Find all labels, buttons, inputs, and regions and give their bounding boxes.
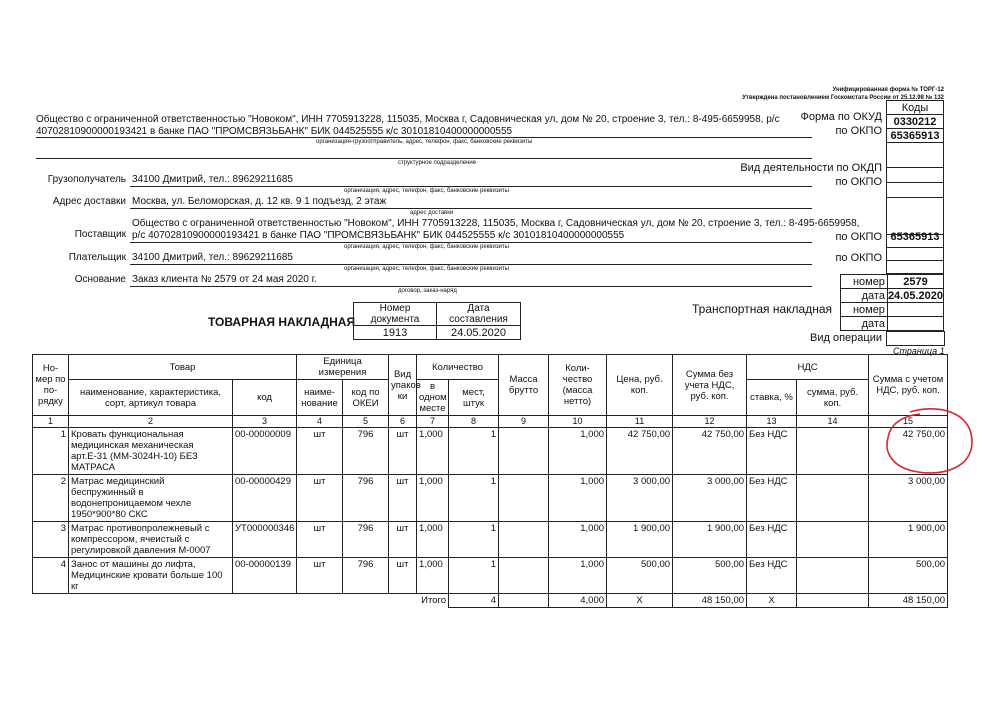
row-vat [797, 522, 869, 558]
col-number: 5 [343, 416, 389, 428]
basis-caption: договор, заказ-наряд [398, 288, 457, 294]
form-header-line1: Унифицированная форма № ТОРГ-12 [832, 87, 944, 93]
basis-underline [130, 286, 812, 287]
row-n: 4 [33, 558, 69, 594]
row-code: 00-00000009 [233, 428, 297, 475]
subdivision-underline [36, 158, 812, 159]
data2-label: дата [841, 317, 888, 331]
totals-label: Итого [417, 594, 449, 608]
totals-rate: Х [747, 594, 797, 608]
form-header-line2: Утверждена постановлением Госкомстата России от 25.12.98 № 132 [742, 95, 944, 101]
h-unit-okei: код по ОКЕИ [343, 380, 389, 416]
row-sum: 500,00 [673, 558, 747, 594]
okud-value: 0330212 [887, 115, 944, 129]
delivery-value: Москва, ул. Беломорская, д. 12 кв. 9 1 подъезд, 2 этаж [132, 196, 387, 207]
totals-total: 48 150,00 [869, 594, 948, 608]
row-name: Кровать функциональная медицинская механическая арт.Е-31 (ММ-3024Н-10) БЕЗ МАТРАСА [69, 428, 233, 475]
col-number: 7 [417, 416, 449, 428]
h-vat-rate: ставка, % [747, 380, 797, 416]
h-unit-name: наиме-нование [297, 380, 343, 416]
delivery-caption: адрес доставки [410, 210, 454, 216]
payer-underline [130, 264, 812, 265]
row-qty: 1,000 [549, 522, 607, 558]
row-price: 3 000,00 [607, 475, 673, 522]
row-mass [499, 522, 549, 558]
column-numbers-row [33, 416, 948, 428]
consignor-line2: 40702810900000193421 в банке ПАО "ПРОМСВЯЗЬБАНК" БИК 044525555 к/с 30101810400000000555 [36, 126, 513, 137]
payer-value: 34100 Дмитрий, тел.: 89629211685 [132, 252, 293, 263]
supplier-line1: Общество с ограниченной ответственностью "Новоком", ИНН 7705913228, 115035, Москва г, Садовническая ул, дом № 20, строение 3, тел.: 8-495-6659958, [132, 218, 860, 229]
row-one: 1,000 [417, 522, 449, 558]
h-pack: Вид упаков ки [389, 355, 417, 416]
subdivision-caption: структурное подразделение [398, 160, 477, 166]
h-sum-novat: Сумма без учета НДС, руб. коп. [673, 355, 747, 416]
doc-date-header: Дата составления [437, 303, 521, 326]
nomer-label: номер [841, 275, 888, 289]
col-number: 11 [607, 416, 673, 428]
supplier-caption: организация, адрес, телефон, факс, банковские реквизиты [344, 244, 509, 250]
col-number: 15 [869, 416, 948, 428]
table-row [33, 558, 948, 594]
consignor-caption: организация-грузоотправитель, адрес, телефон, факс, банковские реквизиты [316, 139, 533, 145]
row-name: Матрас медицинский беспружинный в водонепроницаемом чехле 1950*900*80 СКС [69, 475, 233, 522]
vid-oper-value [886, 331, 945, 346]
row-pack: шт [389, 558, 417, 594]
h-unit: Единица измерения [297, 355, 389, 380]
row-code: УТ000000346 [233, 522, 297, 558]
col-number: 1 [33, 416, 69, 428]
col-number: 4 [297, 416, 343, 428]
page-label: Страница 1 [893, 346, 945, 356]
row-total: 500,00 [869, 558, 948, 594]
row-pack: шт [389, 522, 417, 558]
row-total: 1 900,00 [869, 522, 948, 558]
totals-price: Х [607, 594, 673, 608]
h-no: Но-мер по по-рядку [33, 355, 69, 416]
nomer-value: 2579 [887, 275, 943, 289]
okud-label: Форма по ОКУД [800, 111, 882, 123]
row-unit: шт [297, 428, 343, 475]
row-rate: Без НДС [747, 428, 797, 475]
col-number: 2 [69, 416, 233, 428]
doc-number-box [353, 302, 521, 340]
row-name: Матрас противопролежневый с компрессором, ячеистый с регулировкой давления М-0007 [69, 522, 233, 558]
delivery-label: Адрес доставки [52, 196, 126, 207]
h-vat-sum: сумма, руб. коп. [797, 380, 869, 416]
row-sum: 1 900,00 [673, 522, 747, 558]
h-mass: Масса брутто [499, 355, 549, 416]
row-rate: Без НДС [747, 522, 797, 558]
row-total: 42 750,00 [869, 428, 948, 475]
okpo3-value: 65365913 [890, 231, 940, 243]
consignor-line1: Общество с ограниченной ответственностью "Новоком", ИНН 7705913228, 115035, Москва г, Садовническая ул, дом № 20, строение 3, тел.: 8-495-6659958, р/с [36, 114, 780, 125]
basis-codes [840, 274, 944, 331]
row-rate: Без НДС [747, 475, 797, 522]
row-places: 1 [449, 522, 499, 558]
codes-title: Коды [887, 101, 944, 115]
consignee-caption: организация, адрес, телефон, факс, банковские реквизиты [344, 188, 509, 194]
row-unit: шт [297, 558, 343, 594]
annotation-ellipse [880, 404, 980, 480]
row-mass [499, 475, 549, 522]
table-row [33, 475, 948, 522]
row-price: 42 750,00 [607, 428, 673, 475]
doc-num-value: 1913 [354, 326, 437, 340]
col-number: 8 [449, 416, 499, 428]
consignee-underline [130, 186, 812, 187]
h-qty-one: в одном месте [417, 380, 449, 416]
okpo-label: по ОКПО [835, 125, 882, 137]
totals-row [33, 594, 948, 608]
row-n: 3 [33, 522, 69, 558]
supplier-value [132, 218, 860, 242]
row-price: 500,00 [607, 558, 673, 594]
okpo4-label: по ОКПО [835, 252, 882, 264]
consignee-value: 34100 Дмитрий, тел.: 89629211685 [132, 174, 293, 185]
basis-value: Заказ клиента № 2579 от 24 мая 2020 г. [132, 274, 317, 285]
table-row [33, 428, 948, 475]
okpo2-label: по ОКПО [835, 176, 882, 188]
data-value: 24.05.2020 [887, 289, 943, 302]
col-number: 6 [389, 416, 417, 428]
consignor-underline [36, 137, 812, 138]
row-price: 1 900,00 [607, 522, 673, 558]
row-mass [499, 428, 549, 475]
row-qty: 1,000 [549, 558, 607, 594]
h-price: Цена, руб. коп. [607, 355, 673, 416]
h-vat: НДС [747, 355, 869, 380]
row-one: 1,000 [417, 475, 449, 522]
row-sum: 42 750,00 [673, 428, 747, 475]
doc-title: ТОВАРНАЯ НАКЛАДНАЯ [208, 315, 356, 329]
row-name: Занос от машины до лифта, Медицинские кровати больше 100 кг [69, 558, 233, 594]
h-goods-name: наименование, характеристика, сорт, артикул товара [69, 380, 233, 416]
doc-num-header: Номер документа [354, 303, 437, 326]
supplier-line2: р/с 40702810900000193421 в банке ПАО "ПРОМСВЯЗЬБАНК" БИК 044525555 к/с 30101810400000000555 [132, 230, 625, 241]
row-vat [797, 558, 869, 594]
row-sum: 3 000,00 [673, 475, 747, 522]
col-number: 3 [233, 416, 297, 428]
row-vat [797, 475, 869, 522]
h-qty-places: мест, штук [449, 380, 499, 416]
row-total: 3 000,00 [869, 475, 948, 522]
okdp-label: Вид деятельности по ОКДП [740, 162, 882, 174]
okpo-value: 65365913 [887, 129, 944, 143]
data-label: дата [841, 289, 888, 303]
codes-column [886, 100, 944, 274]
row-rate: Без НДС [747, 558, 797, 594]
col-number: 12 [673, 416, 747, 428]
payer-caption: организация, адрес, телефон, факс, банковские реквизиты [344, 266, 509, 272]
totals-places: 4 [449, 594, 499, 608]
totals-sum: 48 150,00 [673, 594, 747, 608]
row-code: 00-00000139 [233, 558, 297, 594]
row-okei: 796 [343, 428, 389, 475]
delivery-underline [130, 208, 812, 209]
row-places: 1 [449, 558, 499, 594]
supplier-label: Поставщик [74, 229, 126, 240]
row-mass [499, 558, 549, 594]
transport-label: Транспортная накладная [692, 302, 833, 316]
row-pack: шт [389, 475, 417, 522]
row-unit: шт [297, 475, 343, 522]
h-goods: Товар [69, 355, 297, 380]
row-places: 1 [449, 428, 499, 475]
okpo3-label: по ОКПО [835, 231, 882, 243]
row-one: 1,000 [417, 558, 449, 594]
payer-label: Плательщик [68, 252, 126, 263]
row-places: 1 [449, 475, 499, 522]
col-number: 13 [747, 416, 797, 428]
vid-oper-label: Вид операции [810, 332, 882, 344]
consignee-label: Грузополучатель [47, 174, 126, 185]
basis-label: Основание [74, 274, 126, 285]
form-header [544, 86, 944, 102]
row-okei: 796 [343, 522, 389, 558]
table-row [33, 522, 948, 558]
row-one: 1,000 [417, 428, 449, 475]
consignor [36, 114, 780, 138]
h-qty: Количество [417, 355, 499, 380]
row-code: 00-00000429 [233, 475, 297, 522]
row-n: 1 [33, 428, 69, 475]
row-okei: 796 [343, 558, 389, 594]
nomer2-label: номер [841, 303, 888, 317]
row-qty: 1,000 [549, 475, 607, 522]
row-n: 2 [33, 475, 69, 522]
row-pack: шт [389, 428, 417, 475]
row-okei: 796 [343, 475, 389, 522]
col-number: 9 [499, 416, 549, 428]
row-vat [797, 428, 869, 475]
col-number: 10 [549, 416, 607, 428]
h-count: Коли-чество (масса нетто) [549, 355, 607, 416]
col-number: 14 [797, 416, 869, 428]
row-qty: 1,000 [549, 428, 607, 475]
supplier-underline [130, 242, 812, 243]
row-unit: шт [297, 522, 343, 558]
totals-qty: 4,000 [549, 594, 607, 608]
doc-date-value: 24.05.2020 [437, 326, 521, 340]
h-goods-code: код [233, 380, 297, 416]
h-sum-vat: Сумма с учетом НДС, руб. коп. [869, 355, 948, 416]
goods-table [32, 354, 948, 608]
